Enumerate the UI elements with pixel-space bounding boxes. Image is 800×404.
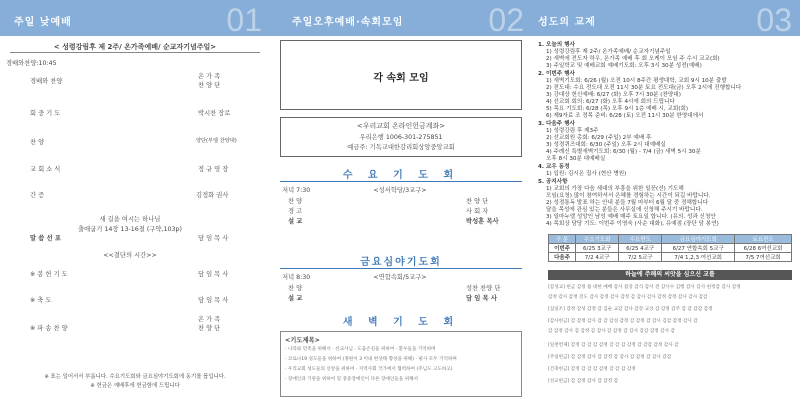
table-cell: 7/2 5교구 (619, 253, 662, 262)
duty-schedule-table (548, 234, 792, 262)
friday-prayer-title: 금요심야기도회 (360, 257, 442, 268)
offering-row: [주일헌금] 감 감정 감사 감 감정 감 감사 감 감정 감 감사 감감 (548, 355, 672, 360)
section-item: 1) 새벽기도회: 6/26 (월) 오전 10시 8주간 평생대학, 교회 9시 10분 출발 (546, 78, 727, 84)
divider (280, 181, 522, 182)
account-number: 우리은행 1006-301-275851 (359, 134, 443, 141)
section-item: 4) 목회상 담당 기도: 이번주 이영숙 (사순 대화), 유예점 (장단 담 봉연) (546, 221, 719, 227)
section-item: 2) 새벽에 전도자 하우, 온가족 예배 후 회 오케이 모임 주 수시 교교(회) (546, 56, 720, 62)
order-item-label: 회 중 기 도 (30, 110, 61, 117)
order-item-leader: 양단(부엘 찬양대) (196, 138, 237, 144)
order-item-leader: 정 규 영 장 (198, 166, 229, 173)
prayer-topic: · 코로나19 성도들을 위하여 (정원이 3 이내 현상태 향상을 위해) · 평사 모두 기억하며 (285, 357, 457, 362)
order-item-leader: 박시찬 장로 (198, 110, 231, 117)
section-item: 1) 교회의 가장 다음 세대의 부흥을 위한 일꾼(선) 기도해 (546, 186, 684, 192)
table-cell: 6/27 연합속회 5교구 (662, 244, 735, 253)
table-cell: 6/25 3교구 (576, 244, 619, 253)
order-item-leader: 담 임 목 사 (198, 271, 229, 278)
offering-row: [선교헌금] 감 감정 감사 감 감정 감 (548, 379, 619, 384)
panel2-header (270, 0, 532, 36)
table-cell: 7/4 1,2,3 여선교회 (662, 253, 735, 262)
footnote: ※ 표는 일어서서 부릅니다. 수요기도회와 금요심야기도회에 동기를 봅입니다. (44, 374, 226, 380)
table-header-cell: 토요전도 (735, 235, 792, 244)
table-cell: 6/28 6여선교회 (735, 244, 792, 253)
table-row (549, 253, 792, 262)
divider (280, 268, 522, 269)
order-item-label: ※ 파 송 찬 양 (30, 325, 68, 332)
dawn-prayer-title: 새 벽 기 도 회 (342, 317, 460, 328)
sermon-title: 새 길을 여시는 하나님 (99, 216, 161, 223)
friday-group: <연합속회/5교구> (373, 274, 427, 281)
panel2-number: 02 (488, 2, 524, 38)
order-item-label: 경 고 (288, 208, 303, 215)
order-item-label: 찬 양 (288, 285, 303, 292)
panel3-title: 성도의 교제 (538, 17, 596, 28)
order-item-label: 찬 양 (30, 139, 45, 146)
order-item-leader: 온 가 족 찬 양 단 (198, 73, 221, 89)
section-item: 1) 성령강림 후 제3주 (546, 128, 599, 134)
section-item: 오후 8시 30분 대예배실 (546, 156, 606, 162)
table-cell: 6/25 4교구 (619, 244, 662, 253)
sermon-preacher: 담 임 목 사 (198, 235, 229, 242)
prayer-topic: · 나라와 민족을 위해서 · 선교사님 · 도움손길을 위하여 · 환우들을 기억하며 (285, 347, 436, 352)
wednesday-time: 저녁 7:30 (282, 187, 311, 194)
order-item-leader: 찬 양 단 (466, 198, 489, 205)
section-item: 3) 성경퀴즈대회: 6/30 (주일) 오후 2시 대예배실 (546, 142, 666, 148)
footnote: ※ 헌금은 예배후에 헌금함에 드립니다 (90, 383, 180, 389)
panel3-number: 03 (756, 2, 792, 38)
prayer-topic: · 장애인과 기관을 위하여 및 중증장애인이 다른 장애인들을 위해서 (285, 377, 418, 382)
order-item-label: ※ 축 도 (30, 297, 52, 304)
table-cell: 7/5 7여선교회 (735, 253, 792, 262)
section-item: 1) 성령강림후 제 2주/ 온가족예배/ 순교자기념주일 (546, 49, 671, 55)
order-item-label: ※ 봉 헌 기 도 (30, 271, 68, 278)
account-holder: 예금주: 기독교대한감리회상앙중앙교회 (347, 144, 455, 151)
friday-time: 저녁 8:30 (282, 274, 311, 281)
offering-row: [감사헌금] 감 감정 감사 감 감 감성 감정 감 감정 감 감사 김감 감정 감사 감 (548, 319, 698, 324)
order-item-label: 찬 양 (288, 198, 303, 205)
panel1-number: 01 (226, 2, 262, 38)
table-header-row (549, 235, 792, 244)
order-item-label: 설 교 (288, 218, 303, 225)
order-item-leader: 성찬 찬양 단 (466, 285, 501, 292)
section-item: 3) 강대상 헌신예배: 6/27 (화) 오후 7시 30분 (찬양대) (546, 92, 681, 98)
divider (10, 52, 260, 53)
prayer-topics-title: <기도제목> (285, 337, 320, 344)
section-title: 3. 다음주 행사 (538, 121, 575, 127)
offering-row: 감정 감사 감정 전도 감사 감정 감사 감정 감 감사 감사 감정 감정 감사 감사 감감 (548, 295, 708, 300)
section-item: 2) 선교회원 총회: 6/29 (주일) 2부 예배 후 (546, 135, 652, 141)
table-cell: 다음주 (549, 253, 576, 262)
panel-fellowship (532, 0, 800, 404)
panel2-title: 주일오후예배·속회모임 (292, 17, 404, 28)
section-item: 모임(요청) 많이 참여하셔서 은혜를 경험하는 시간이 되길 바랍니다. (546, 193, 711, 199)
account-title: <우리교회 온라인헌금계좌> (356, 122, 446, 130)
order-item-leader: 온 가 족 찬 양 단 (198, 316, 221, 332)
section-item: 6) 제9자료 조 정목 준비: 6/28 (토) 오전 11시 30분 한영대에서 (546, 113, 704, 119)
section-title: 4. 교우 동정 (538, 164, 570, 170)
offering-row: [건축헌금] 감정 감 감 감 감정 감 감 감 감정 (548, 367, 636, 372)
section-title: 5. 공지사항 (538, 179, 568, 185)
panel-sunday-worship (0, 0, 270, 404)
section-item: 4) 선교회 회의: 6/27 (화) 오후 4시에 회의 드립니다 (546, 99, 675, 105)
order-item-leader: 담 임 목 사 (198, 297, 229, 304)
offering-row: [십일조] 감정 감성 감정 감 김순 교감 감사 감장 교상 감 감정 감주 감 감 감감 감정 (548, 307, 713, 312)
section-item: 3) 주일학교 및 예배교회 예배기도회: 오후 3시 30분 성전(예배) (546, 63, 702, 69)
panel-afternoon-worship (270, 0, 532, 404)
panel1-subtitle: < 성령강림후 제 2주/ 온가족예배/ 순교자기념주일> (53, 43, 217, 51)
table-header-cell: 금요심야기도회 (662, 235, 735, 244)
sermon-label: 말 씀 선 포 (30, 235, 61, 242)
table-cell: 7/2 4교구 (576, 253, 619, 262)
panel3-header (532, 0, 800, 36)
order-item-label: 설 교 (288, 295, 303, 302)
wednesday-prayer-title: 수 요 기 도 회 (342, 170, 460, 181)
panel1-header (0, 0, 270, 36)
panel1-title: 주일 낮예배 (14, 17, 72, 28)
decision-time-title: <<결단의 시간>> (103, 252, 157, 259)
prayer-topic: · 우리교회 성도들의 신앙을 위하여 · 지역사회 국가에서 협력하여 (주님도 고도하고) (285, 367, 453, 372)
table-header-cell: 수요기도회 (576, 235, 619, 244)
order-item-label: 교 회 소 식 (30, 166, 61, 173)
sermon-reference: 출애굽기 14장 13-16절 (구약,103p) (78, 226, 182, 233)
worship-time: 경배와찬양:10:45 (6, 60, 57, 67)
offering-row: [감성교] 헌금 감정 씀 대한 예배 감사 집장 감식 감서 전 감사수 김행 감사 감사 헌정감 감사 감정 (548, 285, 741, 290)
order-item-label: 간 증 (30, 192, 45, 199)
order-item-leader: 담 임 목 사 (466, 295, 497, 302)
section-item: 3) 일마누엘 성앙인 남성 예배 매주 토요일 합니다. (유의. 성과 신청안 (546, 214, 716, 220)
table-row (549, 244, 792, 253)
section-item: 달을 목성에 관심 있는 분들은 사무실에 신청해 주시기 바랍니다. (546, 207, 703, 213)
order-item-label: 경배와 찬양 (30, 78, 63, 85)
order-item-leader: 김정화 권사 (196, 192, 229, 199)
section-item: 2) 전도대: 수요 전도대 오전 11시 30분 토요 전도대(금) 오후 2시에 진행합니다 (546, 85, 742, 91)
offering-row: [일천번제] 감정 감 감 감 감정 감 감 감 감정 감 감감 감정 감사 감 (548, 343, 679, 348)
wednesday-group: <성서학당/3교구> (373, 187, 427, 194)
offering-account-box (280, 117, 522, 157)
table-cell: 이번주 (549, 244, 576, 253)
section-item: 5) 목요 기도회: 6/28 (목) 오후 9시 1층 예배 시, 교회(회) (546, 106, 689, 112)
section-item: 1) 입원: 김시온 집사 (현산 병원) (546, 171, 627, 177)
cell-group-title: 각 속회 모임 (373, 73, 429, 84)
cell-group-box (280, 40, 522, 110)
order-item-leader: 박성훈 목사 (466, 218, 499, 225)
order-item-leader: 사 회 자 (466, 208, 489, 215)
table-header-cell: 구 분 (549, 235, 576, 244)
section-title: 1. 오늘의 행사 (538, 42, 575, 48)
offering-list-header: 하늘에 주해의 씨앗을 심으신 교를 (548, 270, 792, 280)
table-header-cell: 수요헌도 (619, 235, 662, 244)
offering-row: 감 감정 감사 감 감정 감 감사 감 감정 감 감사 감감 감정 감사 감 (548, 329, 675, 334)
section-item: 4) 주례신 특별새벽기도회: 6/30 (월) - 7/4 (금) 새벽 5시 30분 (546, 149, 701, 155)
section-item: 2) 성경통독 발표 하는 안내 분들 7월 마부터 6월 달 중 정해합니다 (546, 200, 709, 206)
prayer-topics-box (280, 331, 522, 397)
section-title: 2. 이번주 행사 (538, 71, 575, 77)
